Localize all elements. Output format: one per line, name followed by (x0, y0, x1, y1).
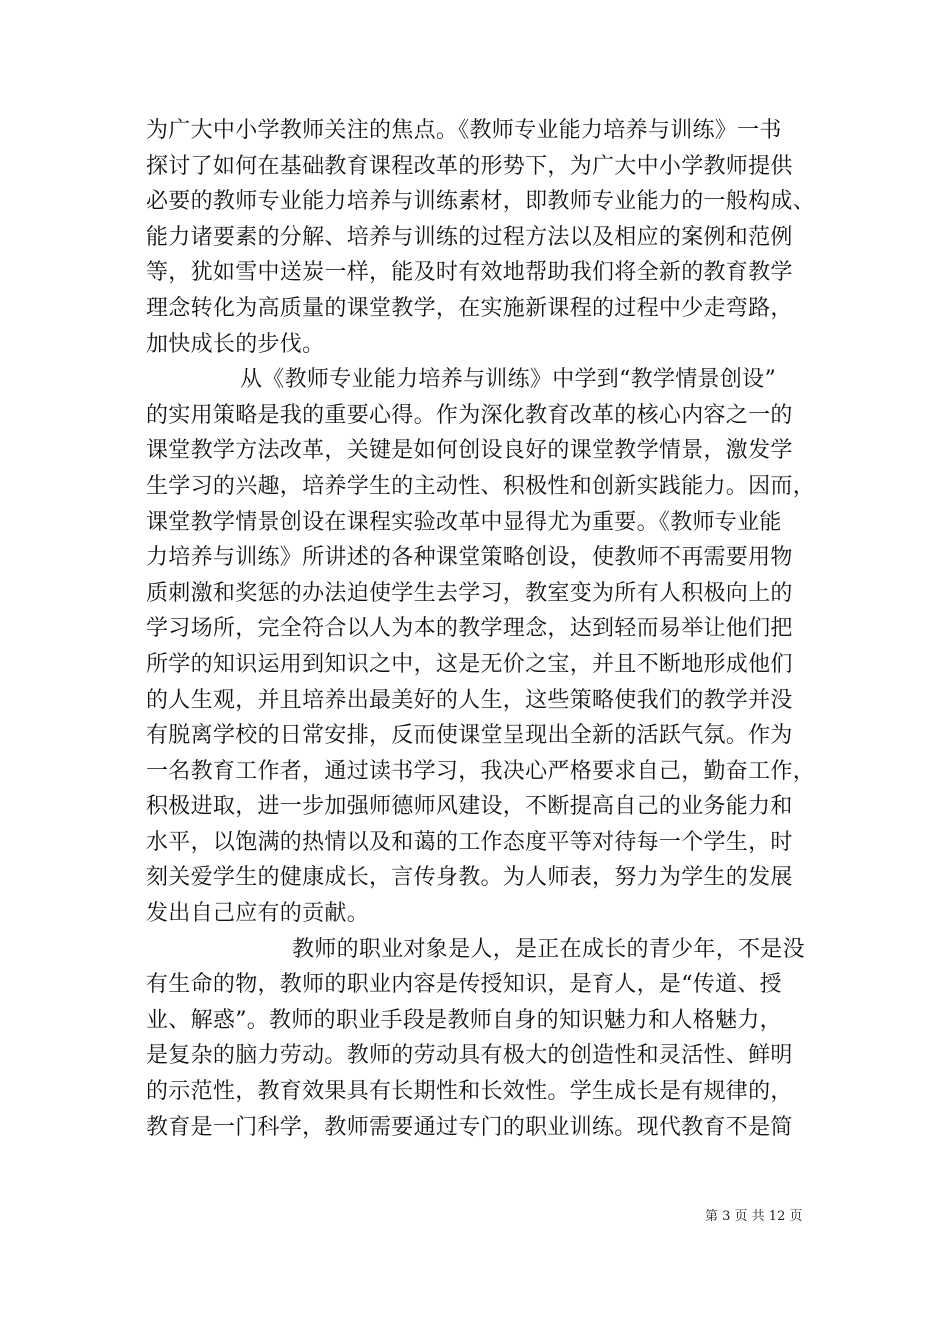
paragraph-2 (146, 362, 826, 932)
text-line: 业、解惑”。教师的职业手段是教师自身的知识魅力和人格魅力， (146, 1007, 782, 1033)
text-line: 积极进取，进一步加强师德师风建设，不断提高自己的业务能力和 (146, 794, 793, 820)
text-line: 是复杂的脑力劳动。教师的劳动具有极大的创造性和灵活性、鲜明 (146, 1043, 793, 1069)
text-line: 课堂教学方法改革，关键是如何创设良好的课堂教学情景，激发学 (146, 438, 793, 464)
text-line: 的示范性，教育效果具有长期性和长效性。学生成长是有规律的， (146, 1079, 793, 1105)
text-line: 教师的职业对象是人，是正在成长的青少年，不是没 (292, 936, 805, 962)
paragraph-3 (146, 932, 826, 1146)
text-line: 质刺激和奖惩的办法迫使学生去学习，教室变为所有人积极向上的 (146, 580, 793, 606)
text-line: 发出自己应有的贡献。 (146, 901, 370, 927)
text-line: 生学习的兴趣，培养学生的主动性、积极性和创新实践能力。因而， (146, 473, 816, 499)
text-line: 有生命的物，教师的职业内容是传授知识，是育人，是“传道、授 (146, 972, 782, 998)
text-line: 有脱离学校的日常安排，反而使课堂呈现出全新的活跃气氛。作为 (146, 723, 793, 749)
text-line: 探讨了如何在基础教育课程改革的形势下，为广大中小学教师提供 (146, 153, 793, 179)
text-line: 加快成长的步伐。 (146, 331, 325, 357)
text-line: 学习场所，完全符合以人为本的教学理念，达到轻而易举让他们把 (146, 616, 793, 642)
text-line: 能力诸要素的分解、培养与训练的过程方法以及相应的案例和范例 (146, 224, 793, 250)
page-number-footer: 第 3 页 共 12 页 (705, 1209, 803, 1224)
text-line: 教育是一门科学，教师需要通过专门的职业训练。现代教育不是简 (146, 1114, 793, 1140)
text-line: 水平，以饱满的热情以及和蔼的工作态度平等对待每一个学生，时 (146, 829, 793, 855)
text-line: 等，犹如雪中送炭一样，能及时有效地帮助我们将全新的教育教学 (146, 260, 793, 286)
document-body (146, 113, 826, 1145)
text-line: 力培养与训练》所讲述的各种课堂策略创设，使教师不再需要用物 (146, 545, 793, 571)
text-line: 的人生观，并且培养出最美好的人生，这些策略使我们的教学并没 (146, 687, 793, 713)
text-line: 从《教师专业能力培养与训练》中学到“教学情景创设” (240, 367, 776, 393)
text-line: 为广大中小学教师关注的焦点。《教师专业能力培养与训练》一书 (146, 118, 782, 143)
text-line: 的实用策略是我的重要心得。作为深化教育改革的核心内容之一的 (146, 402, 793, 428)
text-line: 刻关爱学生的健康成长，言传身教。为人师表，努力为学生的发展 (146, 865, 793, 891)
text-line: 理念转化为高质量的课堂教学，在实施新课程的过程中少走弯路， (146, 295, 793, 321)
text-line: 一名教育工作者，通过读书学习，我决心严格要求自己，勤奋工作， (146, 758, 816, 784)
text-line: 课堂教学情景创设在课程实验改革中显得尤为重要。《教师专业能 (146, 509, 782, 535)
text-line: 必要的教师专业能力培养与训练素材，即教师专业能力的一般构成、 (146, 189, 816, 215)
paragraph-1 (146, 113, 826, 362)
text-line: 所学的知识运用到知识之中，这是无价之宝，并且不断地形成他们 (146, 651, 793, 677)
